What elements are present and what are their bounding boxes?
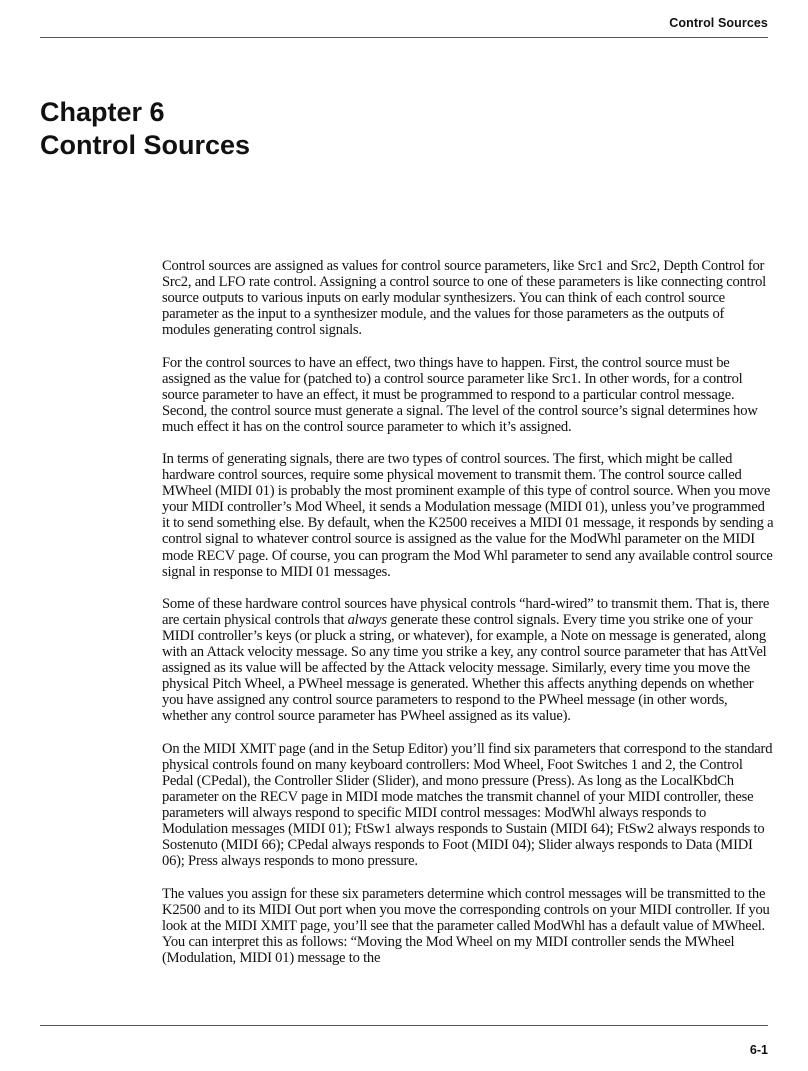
paragraph-intro: Control sources are assigned as values for control source parameters, like Src1 and Src2, Depth Control for Src2, and LFO rate control. Assigning a control source to one of these parameters is like connecting control source outputs to various inputs on early modular synthesizers. You can think of each control source parameter as the input to a synthesizer module, and the values for those parameters as the outputs of modules generating control signals. — [162, 258, 767, 339]
page-number: 6-1 — [749, 1043, 768, 1057]
paragraph-hardware-sources: In terms of generating signals, there are two types of control sources. The first, which might be called hardware control sources, require some physical movement to transmit them. The control source called MWheel (MIDI 01) is probably the most prominent example of this type of control source. When you move your MIDI controller’s Mod Wheel, it sends a Modulation message (MIDI 01), unless you’ve programmed it to send something else. By default, when the K2500 receives a MIDI 01 message, it responds by sending a control signal to whatever control source is assigned as the value for the ModWhl parameter on the MIDI mode RECV page. Of course, you can program the Mod Whl parameter to send any available control source signal in response to MIDI 01 messages. — [162, 451, 774, 580]
emphasis-always: always — [347, 612, 387, 629]
paragraph-hard-wired-lead: Some of these hardware control sources have physical controls “hard-wired” to transmit them. That is, there are certain physical controls that — [162, 596, 770, 629]
header-rule — [40, 37, 768, 38]
running-header: Control Sources — [669, 16, 768, 30]
chapter-number: Chapter 6 — [40, 97, 165, 127]
paragraph-xmit-page: On the MIDI XMIT page (and in the Setup Editor) you’ll find six parameters that correspond to the standard physical controls found on many keyboard controllers: Mod Wheel, Foot Switches 1 and 2, the Control Pedal (CPedal), the Controller Slider (Slider), and mono pressure (Press). As long as the LocalKbdCh parameter on the RECV page in MIDI mode matches the transmit channel of your MIDI controller, these parameters will always respond to specific MIDI control messages: ModWhl always responds to Modulation messages (MIDI 01); FtSw1 always responds to Sustain (MIDI 64); FtSw2 always responds to Sostenuto (MIDI 66); CPedal always responds to Foot (MIDI 04); Slider always responds to Data (MIDI 06); Press always responds to mono pressure. — [162, 740, 773, 870]
paragraph-hard-wired — [162, 596, 774, 724]
chapter-heading — [40, 96, 250, 162]
footer-rule — [40, 1025, 768, 1026]
paragraph-effect: For the control sources to have an effect, two things have to happen. First, the control source must be assigned as the value for (patched to) a control source parameter like Src1. In other words, for a control source parameter to have an effect, it must be programmed to respond to a particular control message. Second, the control source must generate a signal. The level of the control source’s signal determines how much effect it has on the control source parameter to which it’s assigned. — [162, 354, 758, 435]
body-text — [162, 258, 774, 966]
paragraph-values: The values you assign for these six parameters determine which control messages will be transmitted to the K2500 and to its MIDI Out port when you move the corresponding controls on your MIDI controller. If you look at the MIDI XMIT page, you’ll see that the parameter called ModWhl has a default value of MWheel. You can interpret this as follows: “Moving the Mod Wheel on my MIDI controller sends the MWheel (Modulation, MIDI 01) message to the — [162, 885, 770, 966]
chapter-title: Control Sources — [40, 130, 251, 160]
paragraph-hard-wired-rest: generate these control signals. Every time you strike one of your MIDI controller’s keys (or pluck a string, or whatever), for example, a Note on message is generated, along with an Attack velocity message. So any time you strike a key, any control source parameter that has AttVel assigned as its value will be affected by the Attack velocity message. Similarly, every time you move the physical Pitch Wheel, a PWheel message is generated. Whether this affects anything depends on whether you have assigned any control source parameters to respond to the PWheel message (in other words, whether any control source parameter has PWheel assigned as its value). — [162, 612, 767, 725]
